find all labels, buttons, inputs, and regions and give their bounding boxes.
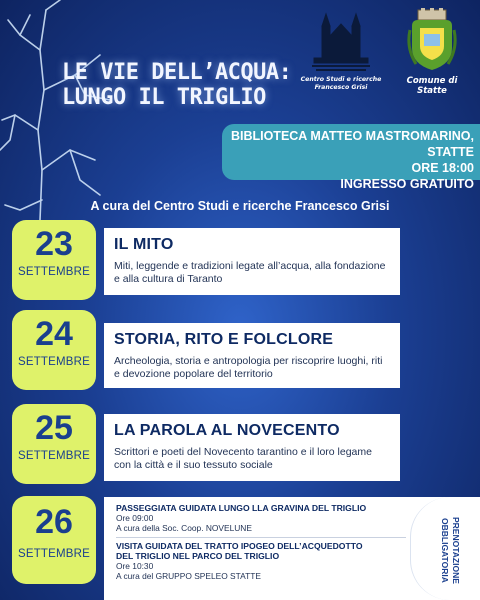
badge-day: 25: [35, 409, 73, 447]
centro-caption-2: Francesco Grisi: [314, 83, 368, 91]
badge-month: SETTEMBRE: [17, 450, 91, 462]
event-heading: STORIA, RITO E FOLCLORE: [114, 331, 334, 348]
badge-day: 26: [35, 503, 73, 541]
event-heading: LA PAROLA AL NOVECENTO: [114, 422, 340, 439]
title-line-1: LE VIE DELL’ACQUA:: [62, 60, 292, 85]
event-description: Archeologia, storia e antropologia per riscoprire luoghi, riti e devozione popolare del territorio: [114, 355, 383, 380]
excursion-2-title-2: DEL TRIGLIO NEL PARCO DEL TRIGLIO: [116, 551, 280, 561]
event-heading: IL MITO: [114, 236, 174, 253]
excursion-1-by: A cura della Soc. Coop. NOVELUNE: [116, 523, 252, 533]
badge-month: SETTEMBRE: [17, 356, 91, 368]
date-badge-25: [12, 404, 96, 484]
badge-day: 23: [35, 225, 73, 263]
reservation-label: PRENOTAZIONE OBBLIGATORIA: [440, 516, 461, 584]
venue-info-box: [222, 124, 480, 191]
title-line-2: LUNGO IL TRIGLIO: [62, 85, 266, 110]
excursion-2-time: Ore 10:30: [116, 561, 154, 571]
comune-logo: [392, 8, 472, 98]
centro-studi-logo: [300, 8, 382, 103]
date-badge-26: [12, 496, 96, 584]
event-card-novecento: [104, 414, 400, 481]
tree-illustration: [0, 0, 120, 220]
date-badge-23: [12, 220, 96, 300]
badge-month: SETTEMBRE: [17, 266, 91, 278]
event-card-il-mito: [104, 228, 400, 295]
event-card-storia: [104, 323, 400, 388]
badge-day: 24: [35, 315, 73, 353]
badge-month: SETTEMBRE: [17, 548, 91, 560]
reservation-tab: [410, 497, 480, 600]
excursion-2-title-1: VISITA GUIDATA DEL TRATTO IPOGEO DELL’ACQUEDOTTO: [116, 541, 363, 551]
church-icon: [308, 8, 374, 74]
event-title: [62, 60, 291, 110]
centro-caption-1: Centro Studi e ricerche: [300, 76, 382, 83]
event-description: Miti, leggende e tradizioni legate all’acqua, alla fondazione e alla cultura di Taranto: [114, 260, 386, 285]
curated-by: A cura del Centro Studi e ricerche Francesco Grisi: [90, 199, 390, 213]
excursion-1-title: PASSEGGIATA GUIDATA LUNGO LLA GRAVINA DEL TRIGLIO: [116, 503, 367, 513]
venue-name: BIBLIOTECA MATTEO MASTROMARINO, STATTE: [230, 129, 474, 159]
date-badge-24: [12, 310, 96, 390]
venue-time: ORE 18:00: [411, 161, 474, 175]
coat-of-arms-icon: [406, 8, 458, 72]
excursion-1-time: Ore 09:00: [116, 513, 154, 523]
venue-entry: INGRESSO GRATUITO: [340, 177, 474, 191]
divider: [116, 537, 406, 538]
excursion-2-by: A cura del GRUPPO SPELEO STATTE: [116, 571, 261, 581]
comune-caption: Comune di Statte: [406, 76, 458, 96]
event-description: Scrittori e poeti del Novecento tarantino e il loro legame con la città e il suo tessuto sociale: [114, 446, 372, 471]
